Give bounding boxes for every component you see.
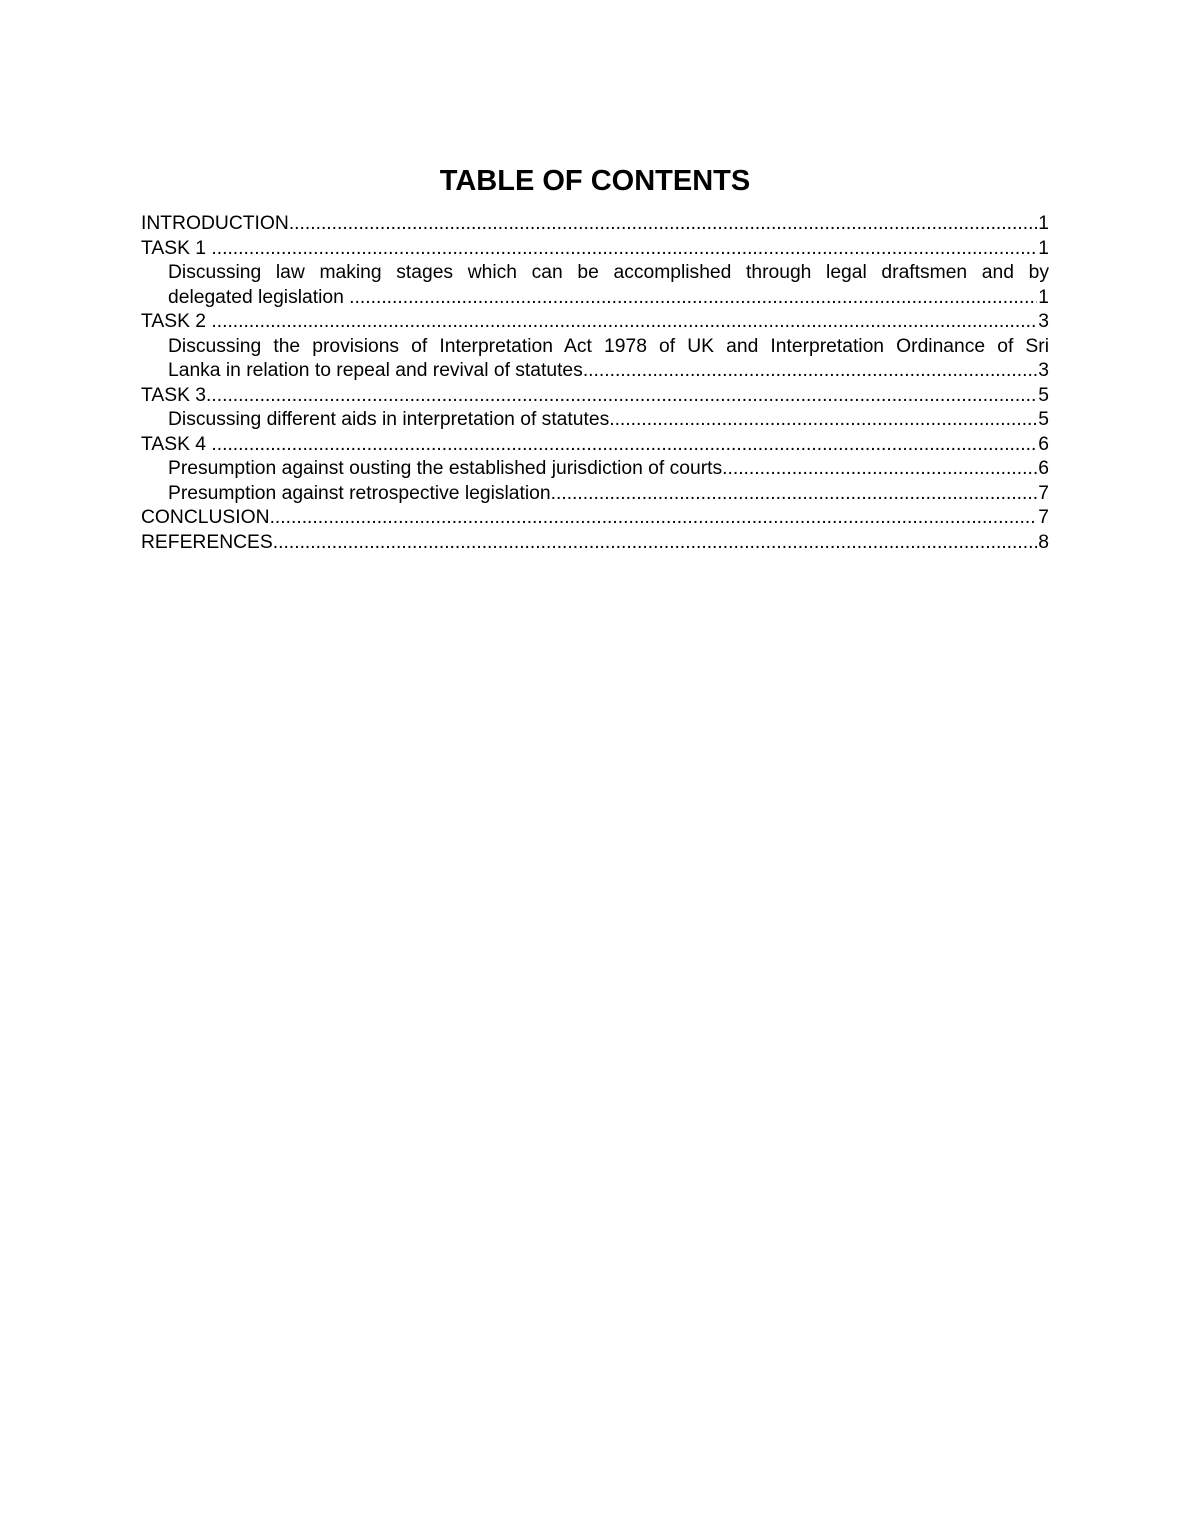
toc-entry-label: TASK 2 xyxy=(141,311,212,332)
toc-entry-label: Presumption against ousting the established jurisdiction of courts xyxy=(168,458,723,479)
dot-leader xyxy=(206,384,1037,409)
dot-leader xyxy=(349,286,1037,311)
toc-entry-label-line-1: Discussing the provisions of Interpretation Act 1978 of UK and Interpretation Ordinance of Sri xyxy=(168,335,1049,357)
toc-entry-label-line-1: Discussing law making stages which can be accomplished through legal draftsmen and by xyxy=(168,262,1049,283)
dot-leader xyxy=(722,457,1037,482)
toc-entry-presumption-retrospective[interactable] xyxy=(141,482,1049,507)
toc-entry-label-line-2: Lanka in relation to repeal and revival of statutes xyxy=(168,360,583,381)
toc-page-number: 7 xyxy=(1038,482,1049,504)
toc-entry-label: TASK 3 xyxy=(141,384,207,406)
toc-entry-task-4[interactable] xyxy=(141,433,1049,458)
toc-entry-law-making-stages[interactable] xyxy=(141,261,1049,310)
dot-leader xyxy=(273,531,1037,556)
toc-page-number: 1 xyxy=(1038,213,1049,234)
toc-entry-references[interactable] xyxy=(141,531,1049,556)
toc-entry-introduction[interactable] xyxy=(141,212,1049,237)
toc-page-number: 6 xyxy=(1038,433,1049,455)
toc-entry-task-2[interactable] xyxy=(141,310,1049,335)
toc-page-number: 5 xyxy=(1038,409,1049,430)
dot-leader xyxy=(551,482,1038,507)
toc-page-number: 3 xyxy=(1038,360,1049,381)
toc-title: TABLE OF CONTENTS xyxy=(439,165,751,197)
dot-leader xyxy=(270,506,1038,531)
dot-leader xyxy=(609,408,1037,433)
toc-entry-conclusion[interactable] xyxy=(141,506,1049,531)
toc-entry-label: Discussing different aids in interpretation of statutes xyxy=(168,409,610,430)
toc-entry-label: TASK 4 xyxy=(141,433,212,455)
toc-page-number: 1 xyxy=(1038,286,1049,308)
toc-entry-label: INTRODUCTION xyxy=(141,213,289,234)
toc-page-number: 7 xyxy=(1038,507,1049,528)
toc-page-number: 5 xyxy=(1038,384,1049,406)
toc-entry-label: Presumption against retrospective legislation xyxy=(168,482,551,504)
toc-entry-label: REFERENCES xyxy=(141,531,273,553)
toc-entry-interpretation-act[interactable] xyxy=(141,335,1049,384)
dot-leader xyxy=(211,237,1037,262)
toc-page-number: 1 xyxy=(1038,237,1049,259)
table-of-contents xyxy=(141,212,1049,555)
toc-page-number: 6 xyxy=(1038,458,1049,479)
toc-entry-label: TASK 1 xyxy=(141,237,212,259)
toc-entry-task-1[interactable] xyxy=(141,237,1049,262)
dot-leader xyxy=(583,359,1037,384)
dot-leader xyxy=(289,212,1037,237)
toc-entry-label: CONCLUSION xyxy=(141,507,270,528)
toc-page-number: 8 xyxy=(1038,531,1049,553)
dot-leader xyxy=(211,310,1037,335)
dot-leader xyxy=(211,433,1037,458)
toc-entry-presumption-ousting-jurisdiction[interactable] xyxy=(141,457,1049,482)
toc-entry-label-line-2: delegated legislation xyxy=(168,286,350,308)
toc-entry-task-3[interactable] xyxy=(141,384,1049,409)
toc-entry-aids-in-interpretation[interactable] xyxy=(141,408,1049,433)
toc-page-number: 3 xyxy=(1038,311,1049,332)
